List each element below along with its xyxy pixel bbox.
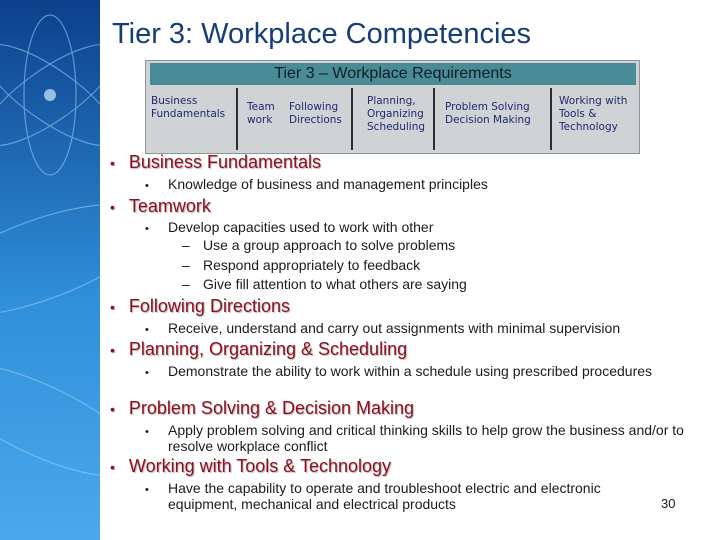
bullet-text: Have the capability to operate and troubleshoot electric and electronic equipment, mechanical and electrical products	[168, 480, 601, 512]
page-title: Tier 3: Workplace Competencies	[112, 18, 532, 50]
section-heading	[110, 152, 321, 173]
diagram-divider	[550, 88, 552, 150]
sidebar-decoration	[0, 0, 100, 540]
sub-bullet-text: Use a group approach to solve problems	[203, 237, 456, 253]
bullet-text: Demonstrate the ability to work within a schedule using prescribed procedures	[168, 363, 653, 379]
dash-icon: –	[182, 276, 190, 292]
bullet-icon: •	[110, 155, 115, 171]
bullet-item	[145, 176, 688, 194]
bullet-icon: •	[145, 223, 149, 235]
section-heading	[110, 398, 414, 419]
diagram-divider	[351, 88, 353, 150]
bullet-item	[145, 480, 668, 512]
diagram-divider	[236, 88, 238, 150]
sub-bullet-item	[182, 237, 455, 253]
heading-text: Business Fundamentals	[128, 152, 322, 172]
section-heading	[110, 456, 391, 477]
diagram-header: Tier 3 – Workplace Requirements	[150, 63, 636, 85]
bullet-icon: •	[145, 180, 149, 192]
heading-text: Planning, Organizing & Scheduling	[128, 339, 408, 359]
diagram-cell-problem-solving	[445, 101, 531, 127]
bullet-text: Apply problem solving and critical thinking skills to help grow the business and/or to resolve workplace conflict	[168, 422, 684, 454]
cell-line: Directions	[289, 114, 342, 126]
bullet-icon: •	[145, 484, 149, 496]
cell-line: Team	[247, 101, 275, 113]
bullet-icon: •	[110, 299, 115, 315]
cell-line: Planning,	[367, 95, 416, 107]
bullet-text: Develop capacities used to work with other	[168, 219, 434, 235]
sub-bullet-text: Give fill attention to what others are saying	[203, 276, 467, 292]
bullet-text: Receive, understand and carry out assignments with minimal supervision	[168, 320, 621, 336]
sub-bullet-item	[182, 257, 420, 273]
bullet-icon: •	[110, 199, 115, 215]
heading-text: Working with Tools & Technology	[128, 456, 392, 476]
diagram-cell-tools-technology	[559, 95, 627, 134]
cell-line: Business	[151, 95, 198, 107]
cell-line: Working with	[559, 95, 628, 107]
bullet-icon: •	[145, 324, 149, 336]
page-number: 30	[661, 496, 676, 511]
cell-line: Tools &	[559, 108, 597, 120]
cell-line: Following	[289, 101, 339, 113]
bullet-icon: •	[110, 401, 115, 417]
heading-text: Following Directions	[128, 296, 290, 316]
bullet-icon: •	[145, 426, 149, 438]
bullet-icon: •	[110, 459, 115, 475]
cell-line: work	[247, 114, 273, 126]
cell-line: Scheduling	[367, 121, 426, 133]
bullet-icon: •	[110, 342, 115, 358]
bullet-icon: •	[145, 367, 149, 379]
diagram-divider	[433, 88, 435, 150]
bullet-text: Knowledge of business and management principles	[168, 176, 488, 192]
cell-line: Decision Making	[445, 114, 531, 126]
heading-text: Problem Solving & Decision Making	[128, 398, 415, 418]
bullet-item	[145, 422, 693, 454]
cell-line: Organizing	[367, 108, 424, 120]
diagram-cell-planning	[367, 95, 425, 134]
bullet-item	[145, 363, 673, 381]
cell-line: Technology	[559, 121, 618, 133]
diagram-cell-following-directions	[289, 101, 342, 127]
dash-icon: –	[182, 237, 190, 253]
section-heading	[110, 296, 290, 317]
diagram-cell-business-fundamentals	[151, 95, 225, 121]
cell-line: Fundamentals	[151, 108, 226, 120]
cell-line: Problem Solving	[445, 101, 530, 113]
heading-text: Teamwork	[128, 196, 211, 216]
bullet-item	[145, 320, 698, 338]
sub-bullet-item	[182, 276, 467, 292]
sub-bullet-text: Respond appropriately to feedback	[203, 257, 421, 273]
bullet-item	[145, 219, 688, 237]
dash-icon: –	[182, 257, 190, 273]
diagram-cell-teamwork	[247, 101, 275, 127]
section-heading	[110, 339, 407, 360]
atom-graphic	[0, 0, 100, 540]
section-heading	[110, 196, 211, 217]
